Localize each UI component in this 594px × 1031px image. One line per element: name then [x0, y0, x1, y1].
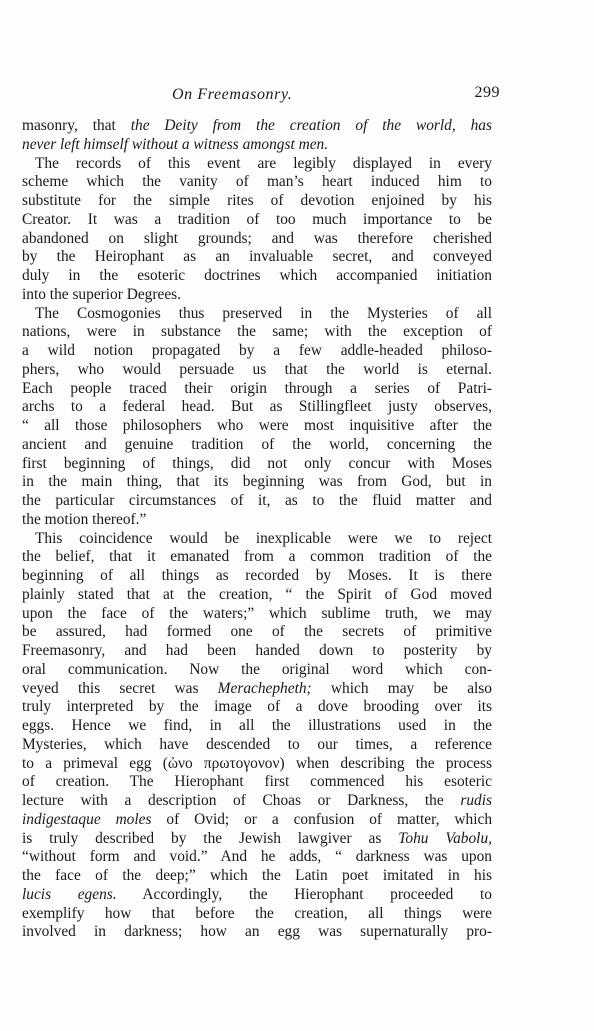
text-line: veyed this secret was Merachepheth; which may be also: [22, 679, 492, 697]
text-line: the motion thereof.”: [22, 510, 147, 528]
text-line: oral communication. Now the original word which con-: [22, 660, 492, 678]
text-line: be assured, had formed one of the secrets of primitive: [22, 623, 492, 641]
text-line: into the superior Degrees.: [22, 285, 181, 303]
text-line: of creation. The Hierophant first commenced his esoteric: [22, 773, 492, 791]
text-line: phers, who would persuade us that the world is eternal.: [22, 360, 492, 378]
text-line: plainly stated that at the creation, “ the Spirit of God moved: [22, 585, 492, 603]
text-line: is truly described by the Jewish lawgiver as Tohu Vabolu,: [22, 829, 492, 847]
text-line: This coincidence would be inexplicable were we to reject: [35, 529, 492, 547]
text-line: duly in the esoteric doctrines which accompanied initiation: [22, 267, 492, 284]
text-line: never left himself without a witness amongst men.: [22, 135, 329, 153]
running-title: On Freemasonry.: [172, 86, 293, 103]
text-line: Creator. It was a tradition of too much importance to be: [22, 210, 492, 228]
text-line: indigestaque moles of Ovid; or a confusion of matter, which: [22, 810, 493, 828]
text-line: lecture with a description of Choas or Darkness, the rudis: [22, 792, 492, 809]
text-line: in the main thing, that its beginning was from God, but in: [22, 473, 492, 491]
text-line: eggs. Hence we find, in all the illustrations used in the: [22, 717, 492, 734]
text-line: exemplify how that before the creation, all things were: [22, 904, 492, 922]
text-line: Each people traced their origin through a series of Patri-: [22, 379, 492, 397]
text-line: The Cosmogonies thus preserved in the Mysteries of all: [35, 304, 492, 322]
page-number: 299: [474, 84, 500, 101]
text-line: by the Heirophant as an invaluable secret, and conveyed: [22, 248, 492, 266]
text-line: ancient and genuine tradition of the world, concerning the: [22, 435, 492, 453]
text-line: masonry, that the Deity from the creation of the world, has: [22, 117, 492, 134]
text-line: substitute for the simple rites of devotion enjoined by his: [22, 192, 492, 209]
text-line: “ all those philosophers who were most inquisitive after the: [22, 417, 492, 434]
text-line: lucis egens. Accordingly, the Hierophant proceeded to: [22, 885, 492, 903]
text-line: beginning of all things as recorded by Moses. It is there: [22, 567, 492, 584]
text-line: scheme which the vanity of man’s heart induced him to: [22, 173, 492, 191]
text-line: Freemasonry, and had been handed down to posterity by: [22, 642, 492, 659]
running-head: [22, 84, 500, 110]
text-line: nations, were in substance the same; with the exception of: [22, 323, 492, 341]
text-line: upon the face of the waters;” which sublime truth, we may: [22, 604, 492, 622]
text-line: Mysteries, which have descended to our times, a reference: [22, 735, 492, 753]
body-text: [22, 117, 492, 942]
text-line: to a primeval egg (ὠνο πρωτογονον) when describing the process: [22, 754, 492, 772]
text-line: abandoned on slight grounds; and was therefore cherished: [22, 229, 492, 247]
text-line: truly interpreted by the image of a dove brooding over its: [22, 698, 492, 716]
text-line: the particular circumstances of it, as to the fluid matter and: [22, 492, 492, 509]
text-line: The records of this event are legibly displayed in every: [35, 154, 492, 172]
text-line: the belief, that it emanated from a common tradition of the: [22, 548, 492, 566]
text-line: “without form and void.” And he adds, “ darkness was upon: [22, 848, 492, 866]
text-line: first beginning of things, did not only concur with Moses: [22, 454, 492, 472]
text-line: archs to a federal head. But as Stillingfleet justy observes,: [22, 398, 492, 416]
text-line: a wild notion propagated by a few addle-headed philoso-: [22, 342, 492, 359]
text-line: involved in darkness; how an egg was supernaturally pro-: [22, 923, 492, 941]
text-line: the face of the deep;” which the Latin poet imitated in his: [22, 867, 492, 884]
